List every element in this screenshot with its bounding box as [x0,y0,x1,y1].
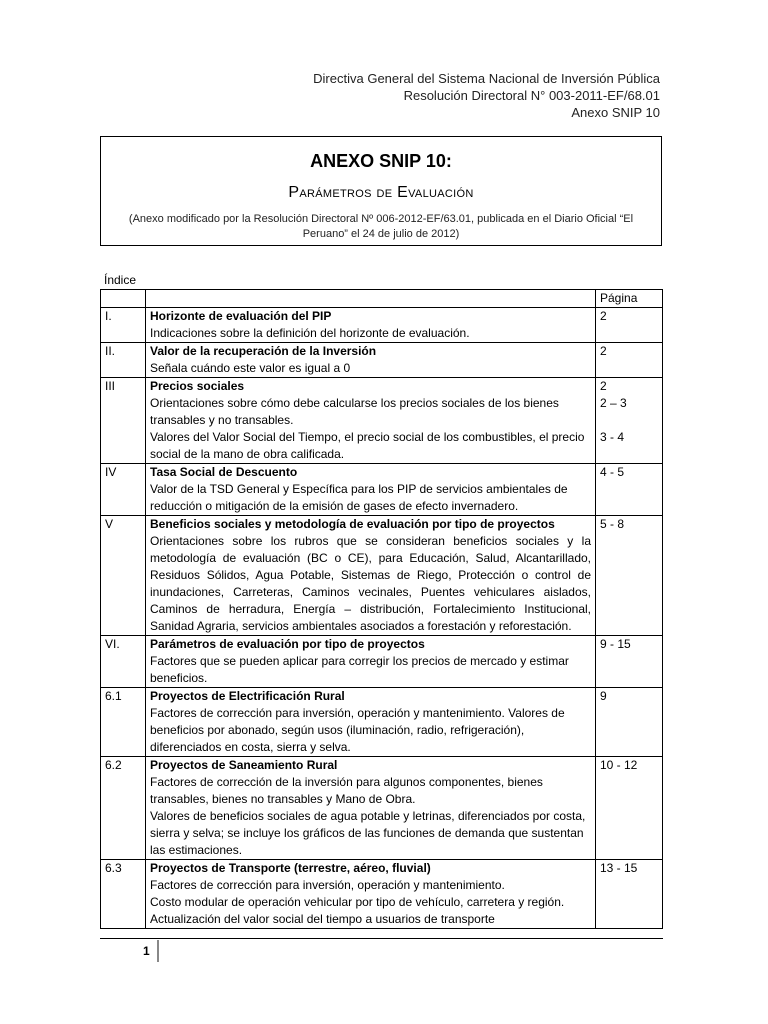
index-row-section [146,757,596,860]
index-row-title: Valor de la recuperación de la Inversión [150,344,377,358]
index-row-page: 13 - 15 [600,861,638,875]
index-row-number: 6.1 [101,688,146,757]
index-row-section [146,378,596,464]
index-header-row [101,290,663,308]
index-row-section [146,308,596,343]
index-row-section [146,860,596,929]
document-title: ANEXO SNIP 10: [310,151,452,171]
index-row-number: IV [101,464,146,516]
index-row [101,516,663,636]
index-row-description: Factores de corrección para inversión, operación y mantenimiento. Valores de beneficios por abonado, según usos (iluminación, radio, refrigeración), diferenciados en costa, sierra y selva. [150,706,565,754]
page-number-bar [157,940,159,962]
index-row-section [146,636,596,688]
index-row-page: 4 - 5 [600,465,625,479]
modification-note: (Anexo modificado por la Resolución Directoral Nº 006-2012-EF/63.01, publicada en el Diario Oficial “El Peruano” el 24 de julio de 2012) [128,213,634,240]
header-line-1: Directiva General del Sistema Nacional de Inversión Pública [313,71,660,86]
header-line-3: Anexo SNIP 10 [571,105,660,120]
index-row-section [146,516,596,636]
index-row-page: 9 [600,689,607,703]
index-row-description: Factores de corrección de la inversión para algunos componentes, bienes transables, bienes no transables y Mano de Obra. [150,775,543,806]
index-row-title: Proyectos de Electrificación Rural [150,689,345,703]
index-row-pages [596,378,663,464]
index-row-pages [596,516,663,636]
index-row-title: Horizonte de evaluación del PIP [150,309,332,323]
index-row [101,636,663,688]
document-header [313,70,660,121]
index-row-number: VI. [101,636,146,688]
index-row-title: Tasa Social de Descuento [150,465,298,479]
index-row-description: Actualización del valor social del tiempo a usuarios de transporte [150,912,495,926]
index-row-description: Valores de beneficios sociales de agua potable y letrinas, diferenciados por costa, sierra y selva; se incluye los gráficos de las funciones de demanda que sustentan las estimaciones. [150,809,586,857]
page-number: 1 [143,944,150,958]
index-row [101,308,663,343]
index-row-title: Precios sociales [150,379,245,393]
index-row-description: Indicaciones sobre la definición del horizonte de evaluación. [150,326,470,340]
footer-divider [100,938,663,939]
index-row-description: Señala cuándo este valor es igual a 0 [150,361,351,375]
index-row-page: 10 - 12 [600,758,638,772]
index-row-pages [596,464,663,516]
index-row-page: 3 - 4 [600,430,625,444]
index-row [101,757,663,860]
index-row-number: III [101,378,146,464]
index-row-number: 6.2 [101,757,146,860]
index-row-title: Proyectos de Saneamiento Rural [150,758,338,772]
index-row-pages [596,636,663,688]
index-row-title: Beneficios sociales y metodología de evaluación por tipo de proyectos [150,517,555,531]
index-row-page: 2 [600,309,607,323]
index-row-page: 2 [600,344,607,358]
index-row-number: II. [101,343,146,378]
index-row-description: Costo modular de operación vehicular por tipo de vehículo, carretera y región. [150,895,565,909]
index-row-number: 6.3 [101,860,146,929]
index-row [101,343,663,378]
index-row-pages [596,343,663,378]
index-row-title: Proyectos de Transporte (terrestre, aéreo, fluvial) [150,861,431,875]
header-line-2: Resolución Directoral N° 003-2011-EF/68.01 [403,88,660,103]
index-row-section [146,464,596,516]
document-subtitle: Parámetros de Evaluación [288,184,474,201]
index-row-description: Valores del Valor Social del Tiempo, el precio social de los combustibles, el precio social de la mano de obra calificada. [150,430,585,461]
index-row-pages [596,860,663,929]
index-row-section [146,343,596,378]
index-row-page: 2 [600,379,607,393]
index-row-page: 9 - 15 [600,637,631,651]
index-row-section [146,688,596,757]
index-table [100,289,663,929]
index-row [101,688,663,757]
index-row [101,860,663,929]
header-cell-num [101,290,146,308]
index-row-description: Orientaciones sobre los rubros que se consideran beneficios sociales y la metodología de evaluación (BC o CE), para Educación, Salud, Alcantarillado, Residuos Sólidos, Agua Potable, Sistemas de Riego, Protección o control de inundaciones, Carreteras, Caminos vecinales, Puentes vehiculares aislados, Caminos de herradura, Energía – distribución, Fortalecimiento Institucional, Sanidad Agraria, servicios ambientales asociados a forestación y reforestación. [150,534,591,633]
index-row-title: Parámetros de evaluación por tipo de proyectos [150,637,425,651]
index-row-page: 2 – 3 [600,396,627,410]
index-label: Índice [104,273,137,287]
index-row [101,378,663,464]
index-row-description: Factores que se pueden aplicar para corregir los precios de mercado y estimar beneficios. [150,654,569,685]
header-cell-page: Página [596,290,663,308]
index-row-number: V [101,516,146,636]
index-row [101,464,663,516]
index-row-number: I. [101,308,146,343]
title-box [100,136,662,246]
index-row-description: Factores de corrección para inversión, operación y mantenimiento. [150,878,505,892]
index-row-pages [596,308,663,343]
index-row-pages [596,688,663,757]
index-row-pages [596,757,663,860]
header-cell-section [146,290,596,308]
index-row-page: 5 - 8 [600,517,625,531]
index-row-description: Valor de la TSD General y Específica para los PIP de servicios ambientales de reducción o mitigación de la emisión de gases de efecto invernadero. [150,482,568,513]
index-row-description: Orientaciones sobre cómo debe calcularse los precios sociales de los bienes transables y no transables. [150,396,559,427]
